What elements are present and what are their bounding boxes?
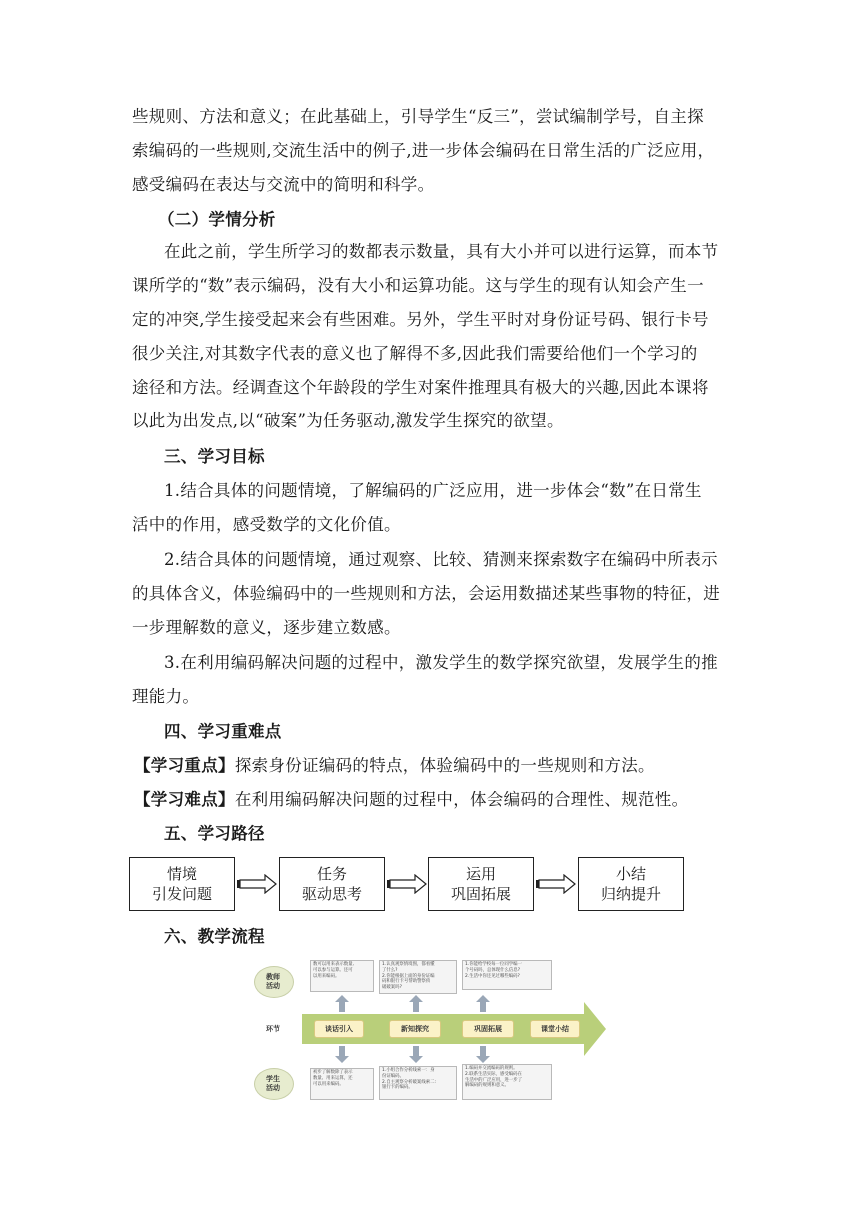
key-point-text: 探索身份证编码的特点，体验编码中的一些规则和方法。 [234, 756, 655, 775]
teacher-activity-label: 教师 活动 [266, 973, 280, 990]
student-note: 1.小组合作分析线索一：身 份证编码。 2.自主观察分析破案线索二: 银行卡的编码。 [379, 1066, 457, 1100]
teacher-note: 1.认真观察情境图，都看懂 了什么? 2.你能根据上面的身份证编 码和银行卡号帮助警察侦 破破案吗? [379, 960, 457, 994]
para1-line: 些规则、方法和意义；在此基础上，引导学生“反三”，尝试编制学号，自主探 [132, 107, 704, 126]
goal3-line: 3.在利用编码解决问题的过程中，激发学生的数学探究欲望，发展学生的推 [164, 653, 718, 672]
path-step-subtitle: 驱动思考 [301, 885, 362, 903]
goal1-line: 活中的作用，感受数学的文化价值。 [132, 515, 401, 534]
stage-box: 新知探究 [389, 1020, 441, 1038]
goal1-line: 1.结合具体的问题情境，了解编码的广泛应用，进一步体会“数”在日常生 [164, 481, 702, 500]
para2-line: 课所学的“数”表示编码，没有大小和运算功能。这与学生的现有认知会产生一 [132, 276, 704, 295]
path-step-subtitle: 引发问题 [151, 885, 212, 903]
stage-box: 巩固拓展 [462, 1020, 514, 1038]
stage-label: 环节 [266, 1025, 280, 1033]
path-step [428, 857, 534, 911]
stage-box: 谈话引入 [314, 1020, 364, 1038]
heading-key-difficult: 四、学习重难点 [164, 722, 282, 741]
para2-line: 很少关注,对其数字代表的意义也了解得不多,因此我们需要给他们一个学习的 [132, 344, 698, 363]
para2-line: 途径和方法。经调查这个年龄段的学生对案件推理具有极大的兴趣,因此本课将 [132, 378, 709, 397]
path-step [129, 857, 235, 911]
path-step-title: 小结 [615, 865, 646, 883]
path-step-title: 运用 [465, 865, 496, 883]
para1-line: 感受编码在表达与交流中的简明和科学。 [132, 175, 435, 194]
goal2-line: 的具体含义，体验编码中的一些规则和方法，会运用数描述某些事物的特征，进 [132, 584, 720, 603]
difficult-point-label: 【学习难点】 [134, 790, 235, 809]
heading-teaching-flow: 六、教学流程 [164, 927, 265, 946]
para1-line: 索编码的一些规则,交流生活中的例子,进一步体会编码在日常生活的广泛应用， [132, 141, 715, 160]
para2-line: 定的冲突,学生接受起来会有些困难。另外，学生平时对身份证号码、银行卡号 [132, 310, 709, 329]
heading-learning-path: 五、学习路径 [164, 824, 265, 843]
difficult-point-text: 在利用编码解决问题的过程中，体会编码的合理性、规范性。 [234, 790, 689, 809]
path-step [279, 857, 385, 911]
student-activity-label: 学生 活动 [266, 1075, 280, 1092]
stage-box: 课堂小结 [530, 1020, 580, 1038]
student-note: 初步了解数除了表示 数量、用来运算，还 可以用来编码。 [310, 1068, 374, 1100]
path-step-title: 任务 [316, 865, 347, 883]
goal3-line: 理能力。 [132, 687, 200, 706]
up-arrow-icons [335, 995, 490, 1012]
teacher-note: 1.你能给学校每一位同学编一 个号码吗，总体现什么信息? 2.生活中你还见过哪些编码? [462, 960, 552, 990]
right-arrow-icon [237, 874, 277, 894]
right-arrow-icon [387, 874, 427, 894]
down-arrow-icons [335, 1046, 490, 1063]
heading-learning-analysis: （二）学情分析 [158, 210, 276, 229]
right-arrow-icon [536, 874, 576, 894]
path-step-title: 情境 [166, 865, 197, 883]
student-note: 1.编码并交流编码的规则。 2.联系生活实际，感受编码在 生活中的广泛应用，进一步了 解编码的规则和意义。 [462, 1064, 552, 1100]
key-point [134, 755, 655, 777]
goal2-line: 一步理解数的意义，逐步建立数感。 [132, 618, 401, 637]
path-step-subtitle: 归纳提升 [600, 885, 661, 903]
goal2-line: 2.结合具体的问题情境，通过观察、比较、猜测来探索数字在编码中所表示 [164, 550, 718, 569]
key-point-label: 【学习重点】 [134, 756, 235, 775]
difficult-point [134, 789, 688, 811]
heading-learning-goals: 三、学习目标 [164, 447, 265, 466]
teacher-note: 数可以用来表示数量, 可以参与运算。还可 以用来编码。 [310, 960, 374, 992]
teaching-flow-diagram [254, 958, 608, 1104]
para2-line: 在此之前，学生所学习的数都表示数量，具有大小并可以进行运算，而本节 [164, 242, 719, 261]
para2-line: 以此为出发点,以“破案”为任务驱动,激发学生探究的欲望。 [132, 411, 564, 430]
path-step [578, 857, 684, 911]
path-step-subtitle: 巩固拓展 [450, 885, 511, 903]
